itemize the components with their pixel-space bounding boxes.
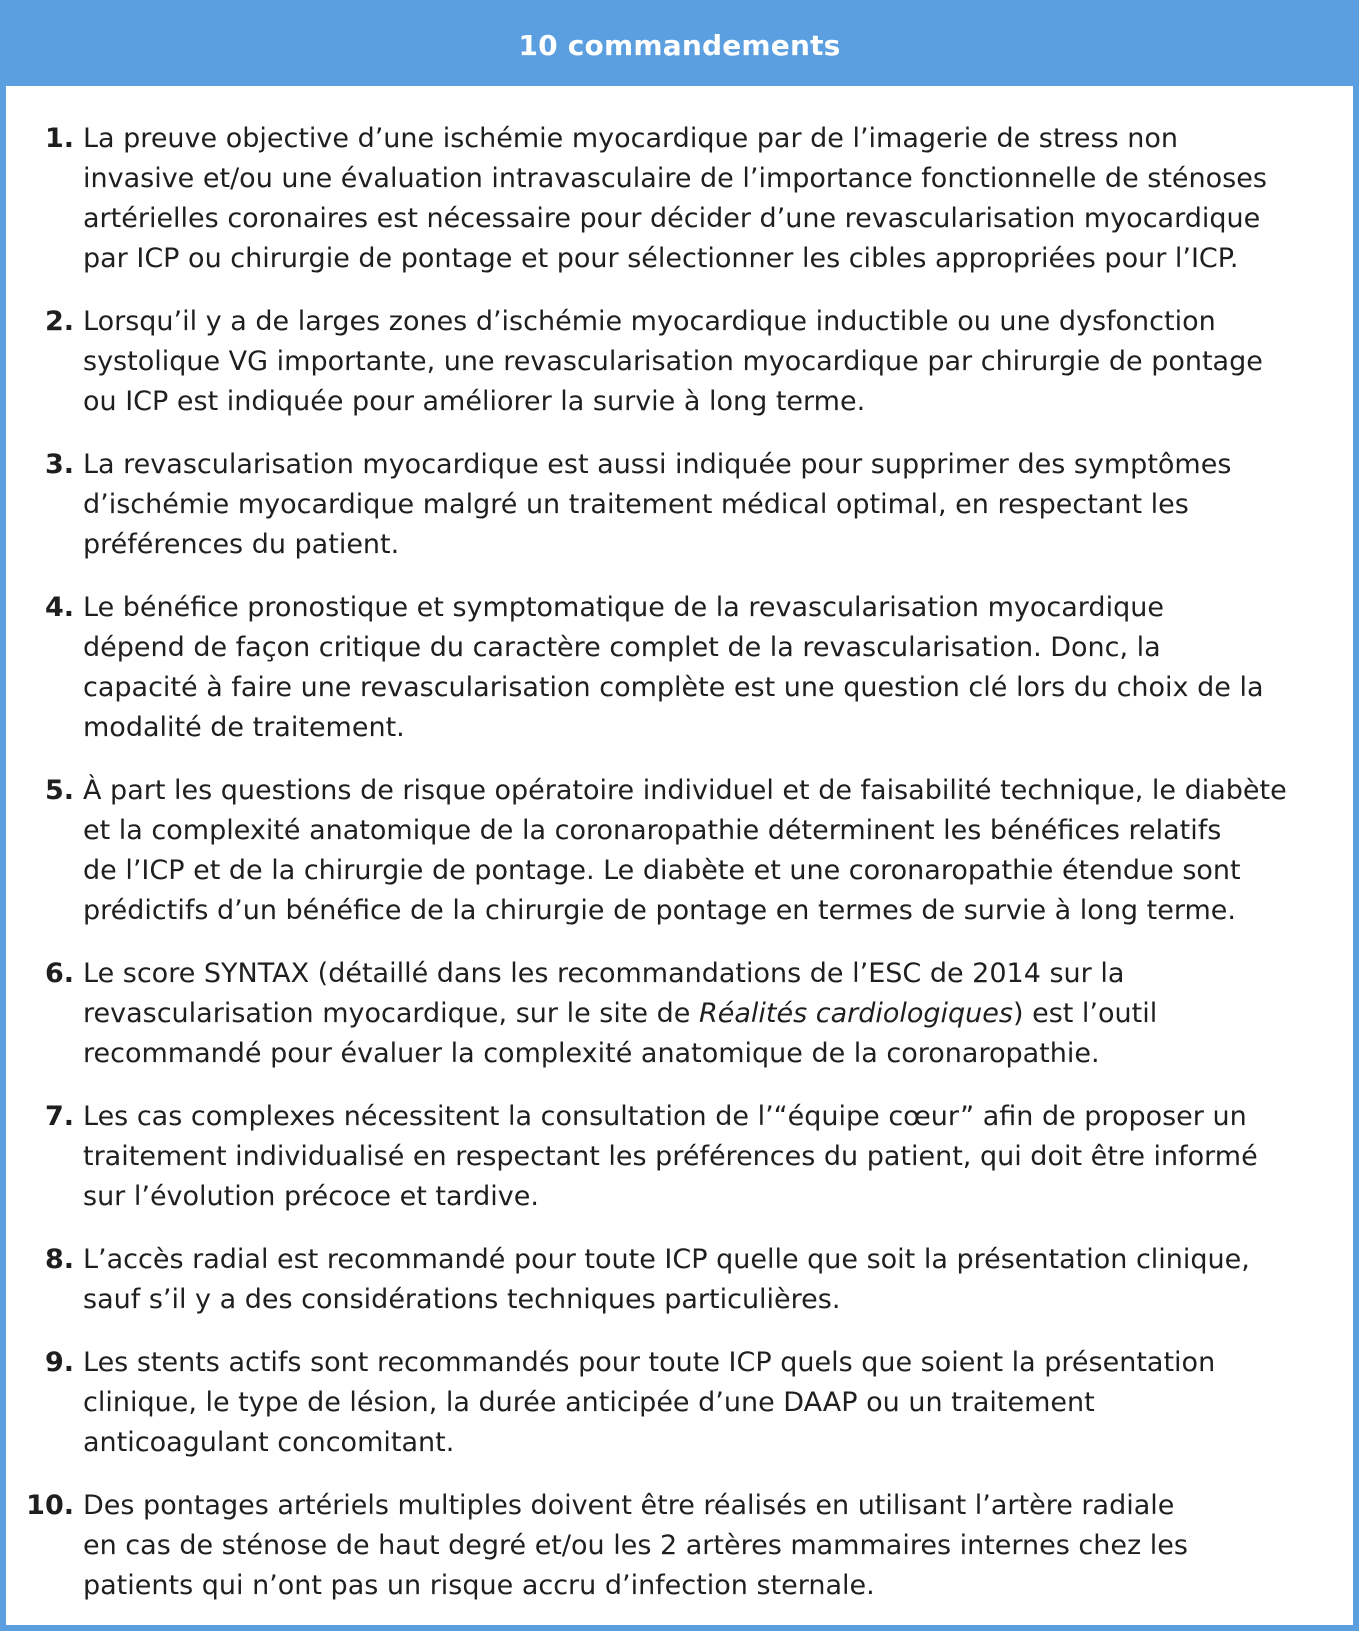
list-item bbox=[6, 954, 1333, 1074]
item-text-after: ) est l’outil recommandé pour évaluer la complexité anatomique de la coronaropathie. bbox=[83, 998, 1158, 1069]
commandments-list bbox=[6, 86, 1353, 1606]
item-number: 1. bbox=[44, 123, 74, 154]
list-item bbox=[6, 1097, 1333, 1217]
item-number: 10. bbox=[26, 1490, 74, 1521]
item-number: 5. bbox=[44, 775, 74, 806]
list-item bbox=[6, 1486, 1333, 1606]
item-text: La revascularisation myocardique est aussi indiquée pour supprimer des symptômes d’ischémie myocardique malgré un traitement médical optimal, en respectant les préférences du patient. bbox=[83, 449, 1232, 560]
item-number: 9. bbox=[44, 1347, 74, 1378]
item-text: Lorsqu’il y a de larges zones d’ischémie myocardique inductible ou une dysfonction systolique VG importante, une revascularisation myocardique par chirurgie de pontage ou ICP est indiquée pour améliorer la survie à long terme. bbox=[83, 306, 1263, 417]
item-text: Le bénéfice pronostique et symptomatique de la revascularisation myocardique dépend de façon critique du caractère complet de la revascularisation. Donc, la capacité à faire une revascularisation complète est une question clé lors du choix de la modalité de traitement. bbox=[83, 592, 1264, 743]
item-text: Des pontages artériels multiples doivent être réalisés en utilisant l’artère radiale en cas de sténose de haut degré et/ou les 2 artères mammaires internes chez les patients qui n’ont pas un risque accru d’infection sternale. bbox=[83, 1490, 1188, 1601]
item-number: 4. bbox=[44, 592, 74, 623]
item-text: Les stents actifs sont recommandés pour toute ICP quels que soient la présentation clinique, le type de lésion, la durée anticipée d’une DAAP ou un traitement anticoagulant concomitant. bbox=[83, 1347, 1216, 1458]
item-number: 6. bbox=[44, 958, 74, 989]
list-item bbox=[6, 445, 1333, 565]
item-number: 3. bbox=[44, 449, 74, 480]
list-item bbox=[6, 119, 1333, 279]
list-item bbox=[6, 588, 1333, 748]
item-number: 7. bbox=[44, 1101, 74, 1132]
list-item bbox=[6, 1240, 1333, 1320]
item-text: Les cas complexes nécessitent la consultation de l’“équipe cœur” afin de proposer un traitement individualisé en respectant les préférences du patient, qui doit être informé sur l’évolution précoce et tardive. bbox=[83, 1101, 1258, 1212]
item-number: 2. bbox=[44, 306, 74, 337]
item-text bbox=[83, 954, 1333, 1074]
list-item bbox=[6, 1343, 1333, 1463]
item-text: À part les questions de risque opératoire individuel et de faisabilité technique, le diabète et la complexité anatomique de la coronaropathie déterminent les bénéfices relatifs de l’ICP et de la chirurgie de pontage. Le diabète et une coronaropathie étendue sont prédictifs d’un bénéfice de la chirurgie de pontage en termes de survie à long terme. bbox=[83, 775, 1287, 926]
item-text: L’accès radial est recommandé pour toute ICP quelle que soit la présentation clinique, sauf s’il y a des considérations techniques particulières. bbox=[83, 1244, 1250, 1315]
item-text: La preuve objective d’une ischémie myocardique par de l’imagerie de stress non invasive et/ou une évaluation intravasculaire de l’importance fonctionnelle de sténoses artérielles coronaires est nécessaire pour décider d’une revascularisation myocardique par ICP ou chirurgie de pontage et pour sélectionner les cibles appropriées pour l’ICP. bbox=[83, 123, 1267, 274]
list-item bbox=[6, 302, 1333, 422]
item-number: 8. bbox=[44, 1244, 74, 1275]
list-item bbox=[6, 771, 1333, 931]
box-title: 10 commandements bbox=[6, 6, 1353, 86]
journal-title: Réalités cardiologiques bbox=[698, 998, 1013, 1029]
item-text-before: Le score SYNTAX (détaillé dans les recommandations de l’ESC de 2014 sur la revascularisation myocardique, sur le site de bbox=[83, 958, 1125, 1029]
